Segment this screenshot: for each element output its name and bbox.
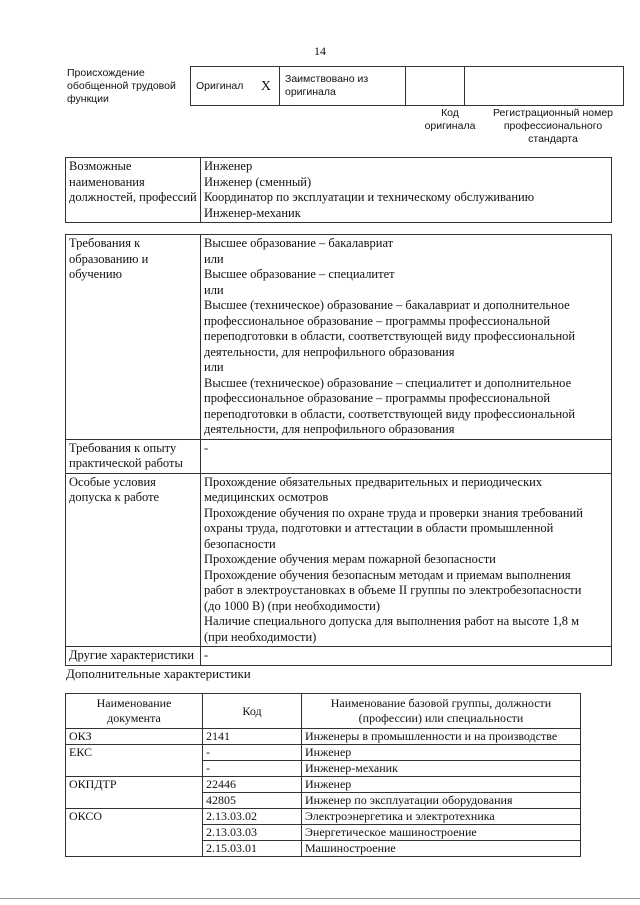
- req-line: медицинских осмотров: [204, 490, 329, 504]
- origin-reg-caption: Регистрационный номер профессионального стандарта: [493, 107, 613, 145]
- req-line: Наличие специального допуска для выполнения работ на высоте 1,8 м: [204, 614, 580, 628]
- extra-code-cell: -: [203, 745, 302, 761]
- extra-name-cell: Энергетическое машиностроение: [302, 825, 581, 841]
- extra-name-cell: Электроэнергетика и электротехника: [302, 809, 581, 825]
- title-line: Инженер (сменный): [204, 174, 312, 189]
- req-line: Высшее (техническое) образование – бакалавриат и дополнительное: [204, 298, 570, 312]
- req-line: или: [204, 360, 224, 374]
- extra-header-code: Код: [203, 694, 302, 729]
- extra-section-title: Дополнительные характеристики: [66, 666, 251, 681]
- table-row: [66, 809, 581, 825]
- req-line: -: [204, 648, 209, 662]
- extra-header-doc: Наименование документа: [66, 694, 203, 729]
- title-line: Инженер-механик: [204, 205, 301, 220]
- extra-name-cell: Инженер: [302, 745, 581, 761]
- table-row: [66, 777, 581, 793]
- origin-reg-cell: [465, 67, 624, 106]
- titles-values: [201, 158, 612, 223]
- req-line: Прохождение обучения мерам пожарной безопасности: [204, 552, 496, 566]
- req-experience-values: [201, 439, 612, 473]
- req-line: (до 1000 В) (при необходимости): [204, 598, 380, 613]
- req-line: (при необходимости): [204, 629, 317, 644]
- origin-original-label: Оригинал: [196, 80, 244, 92]
- req-line: Прохождение обучения безопасным методам и приемам выполнения: [204, 567, 571, 582]
- extra-name-cell: Инженер-механик: [302, 761, 581, 777]
- extra-header-name: Наименование базовой группы, должности (профессии) или специальности: [302, 694, 581, 729]
- titles-label: Возможные наименования должностей, профессий: [66, 158, 201, 223]
- req-education-row: [66, 235, 612, 440]
- requirements-table: [65, 234, 612, 666]
- extra-doc-cell: ОКПДТР: [66, 777, 203, 809]
- origin-table: [190, 66, 624, 106]
- origin-original-mark: X: [260, 79, 271, 94]
- req-line: Высшее (техническое) образование – специалитет и дополнительное: [204, 375, 572, 390]
- origin-borrowed-cell: Заимствовано из оригинала: [280, 67, 406, 106]
- titles-table: [65, 157, 612, 223]
- table-row: [66, 745, 581, 761]
- extra-code-cell: 42805: [203, 793, 302, 809]
- extra-table: [65, 693, 581, 857]
- extra-header-row: [66, 694, 581, 729]
- extra-code-cell: 2.13.03.03: [203, 825, 302, 841]
- req-line: -: [204, 440, 209, 455]
- req-admission-row: [66, 473, 612, 647]
- req-line: или: [204, 282, 224, 297]
- req-line: или: [204, 251, 224, 266]
- req-education-values: [201, 235, 612, 440]
- origin-original-cell: [191, 67, 280, 106]
- title-line: Инженер: [204, 159, 253, 173]
- req-admission-values: [201, 473, 612, 647]
- page-number: 14: [314, 44, 326, 58]
- extra-code-cell: 2.15.03.01: [203, 841, 302, 857]
- extra-name-cell: Инженер по эксплуатации оборудования: [302, 793, 581, 809]
- req-line: Высшее образование – бакалавриат: [204, 236, 394, 250]
- req-line: охраны труда, подготовки и аттестации в области промышленной: [204, 521, 554, 535]
- extra-code-cell: 22446: [203, 777, 302, 793]
- extra-code-cell: 2.13.03.02: [203, 809, 302, 825]
- extra-doc-cell: ОКЗ: [66, 729, 203, 745]
- req-line: Прохождение обучения по охране труда и проверки знания требований: [204, 505, 583, 520]
- origin-code-cell: [406, 67, 465, 106]
- extra-doc-cell: ЕКС: [66, 745, 203, 777]
- table-row: [66, 729, 581, 745]
- req-line: профессиональное образование – программы профессиональной: [204, 313, 551, 328]
- req-other-row: [66, 647, 612, 666]
- req-experience-row: [66, 439, 612, 473]
- extra-name-cell: Инженеры в промышленности и на производстве: [302, 729, 581, 745]
- req-admission-label: Особые условия допуска к работе: [66, 473, 201, 647]
- extra-code-cell: 2141: [203, 729, 302, 745]
- req-line: работ в электроустановках в объеме II группы по электробезопасности: [204, 583, 582, 597]
- page-bottom-rule: [0, 898, 640, 899]
- req-other-label: Другие характеристики: [66, 647, 201, 666]
- extra-code-cell: -: [203, 761, 302, 777]
- req-line: Прохождение обязательных предварительных и периодических: [204, 474, 543, 489]
- req-experience-label: Требования к опыту практической работы: [66, 439, 201, 473]
- title-line: Координатор по эксплуатации и техническому обслуживанию: [204, 190, 535, 204]
- req-line: переподготовки в области, соответствующей виду профессиональной: [204, 406, 576, 421]
- req-line: профессиональное образование – программы профессиональной: [204, 391, 551, 405]
- req-line: деятельности, для непрофильного образования: [204, 344, 455, 359]
- req-line: переподготовки в области, соответствующей виду профессиональной: [204, 329, 576, 343]
- req-line: безопасности: [204, 536, 276, 551]
- extra-name-cell: Машиностроение: [302, 841, 581, 857]
- extra-name-cell: Инженер: [302, 777, 581, 793]
- origin-label: Происхождение обобщенной трудовой функции: [67, 67, 176, 105]
- origin-code-caption: Код оригинала: [424, 107, 476, 132]
- extra-doc-cell: ОКСО: [66, 809, 203, 857]
- req-other-values: [201, 647, 612, 666]
- req-education-label: Требования к образованию и обучению: [66, 235, 201, 440]
- req-line: Высшее образование – специалитет: [204, 267, 395, 281]
- req-line: деятельности, для непрофильного образования: [204, 422, 455, 436]
